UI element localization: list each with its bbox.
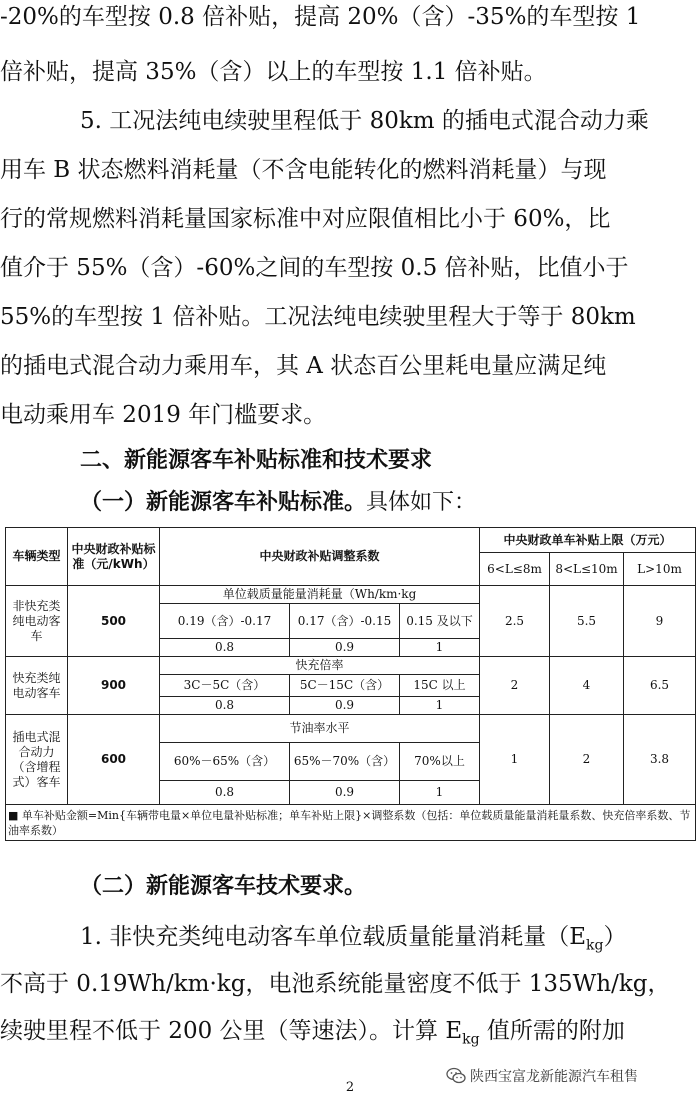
body-line-3: 5. 工况法纯电续驶里程低于 80km 的插电式混合动力乘 (80, 108, 649, 134)
header-vehicle-type: 车辆类型 (6, 528, 68, 586)
row2-range-1: 3C－5C（含） (160, 675, 290, 697)
body-line-2: 倍补贴，提高 35%（含）以上的车型按 1.1 倍补贴。 (0, 59, 547, 85)
row2-factor-1: 0.8 (160, 697, 290, 715)
watermark-text: 陕西宝富龙新能源汽车租售 (470, 1069, 638, 1085)
row2-standard: 900 (68, 657, 160, 715)
cap-col-8-10m: 8<L≤10m (550, 553, 624, 586)
row2-range-2: 5C－15C（含） (290, 675, 400, 697)
para-last-l1-text: 1. 非快充类纯电动客车单位载质量能量消耗量（E (80, 924, 587, 950)
row3-standard: 600 (68, 715, 160, 805)
row2-cap-6-8m: 2 (480, 657, 550, 715)
para-last-l1-tail: ） (603, 924, 627, 950)
row2-factor-3: 1 (400, 697, 480, 715)
row3-cap-over-10m: 3.8 (624, 715, 696, 805)
subsidy-table (5, 527, 696, 841)
row3-factor-3: 1 (400, 781, 480, 805)
row3-vehicle-type: 插电式混合动力（含增程式）客车 (6, 715, 68, 805)
row1-cap-6-8m: 2.5 (480, 586, 550, 657)
header-subsidy-standard: 中央财政补贴标准（元/kWh） (68, 528, 160, 586)
table-footnote: ■ 单车补贴金额=Min{车辆带电量×单位电量补贴标准；单车补贴上限}×调整系数（包括：单位载质量能量消耗量系数、快充倍率系数、节油率系数） (6, 805, 696, 841)
row2-coef-title: 快充倍率 (160, 657, 480, 675)
row3-range-2: 65%－70%（含） (290, 743, 400, 781)
body-line-5: 行的常规燃料消耗量国家标准中对应限值相比小于 60%，比 (0, 206, 611, 232)
row1-cap-8-10m: 5.5 (550, 586, 624, 657)
header-subsidy-cap: 中央财政单车补贴上限（万元） (480, 528, 696, 553)
para-last-line-1 (80, 922, 700, 961)
row3-factor-2: 0.9 (290, 781, 400, 805)
para-last-l3-sub: kg (462, 1031, 480, 1048)
row3-cap-6-8m: 1 (480, 715, 550, 805)
body-line-1: -20%的车型按 0.8 倍补贴，提高 20%（含）-35%的车型按 1 (0, 4, 641, 30)
row1-cap-over-10m: 9 (624, 586, 696, 657)
row1-factor-1: 0.8 (160, 639, 290, 657)
row1-vehicle-type: 非快充类纯电动客车 (6, 586, 68, 657)
subsection-1-heading (80, 488, 700, 518)
row1-range-2: 0.17（含）-0.15 (290, 604, 400, 639)
row2-cap-8-10m: 4 (550, 657, 624, 715)
row1-factor-3: 1 (400, 639, 480, 657)
subsection-1-tail: 具体如下： (366, 490, 477, 515)
row1-factor-2: 0.9 (290, 639, 400, 657)
row1-range-1: 0.19（含）-0.17 (160, 604, 290, 639)
row3-range-1: 60%－65%（含） (160, 743, 290, 781)
section-heading: 二、新能源客车补贴标准和技术要求 (80, 448, 433, 473)
para-last-line-2: 不高于 0.19Wh/km·kg，电池系统能量密度不低于 135Wh/kg， (0, 971, 671, 997)
row2-range-3: 15C 以上 (400, 675, 480, 697)
row1-standard: 500 (68, 586, 160, 657)
para-last-line-3 (0, 1016, 700, 1055)
body-line-9: 电动乘用车 2019 年门槛要求。 (0, 402, 327, 428)
row2-vehicle-type: 快充类纯电动客车 (6, 657, 68, 715)
row1-range-3: 0.15 及以下 (400, 604, 480, 639)
body-line-4: 用车 B 状态燃料消耗量（不含电能转化的燃料消耗量）与现 (0, 157, 607, 183)
row3-cap-8-10m: 2 (550, 715, 624, 805)
row3-factor-1: 0.8 (160, 781, 290, 805)
body-line-7: 55%的车型按 1 倍补贴。工况法纯电续驶里程大于等于 80km (0, 304, 636, 330)
para-last-l1-sub: kg (586, 937, 604, 954)
row2-factor-2: 0.9 (290, 697, 400, 715)
cap-col-6-8m: 6<L≤8m (480, 553, 550, 586)
cap-col-over-10m: L>10m (624, 553, 696, 586)
header-adjust-coefficient: 中央财政补贴调整系数 (160, 528, 480, 586)
subsection-2-heading (80, 872, 700, 902)
page-number: 2 (345, 1080, 355, 1095)
subsection-1-title: （一）新能源客车补贴标准。 (80, 490, 367, 515)
subsection-2-title: （二）新能源客车技术要求。 (80, 874, 367, 899)
para-last-l3-tail: 值所需的附加 (479, 1018, 625, 1044)
body-line-8: 的插电式混合动力乘用车，其 A 状态百公里耗电量应满足纯 (0, 353, 607, 379)
body-line-6: 值介于 55%（含）-60%之间的车型按 0.5 倍补贴，比值小于 (0, 255, 629, 281)
row3-range-3: 70%以上 (400, 743, 480, 781)
row1-coef-title: 单位载质量能量消耗量（Wh/km·kg (160, 586, 480, 604)
row3-coef-title: 节油率水平 (160, 715, 480, 743)
para-last-l3-text: 续驶里程不低于 200 公里（等速法）。计算 E (0, 1018, 463, 1044)
row2-cap-over-10m: 6.5 (624, 657, 696, 715)
